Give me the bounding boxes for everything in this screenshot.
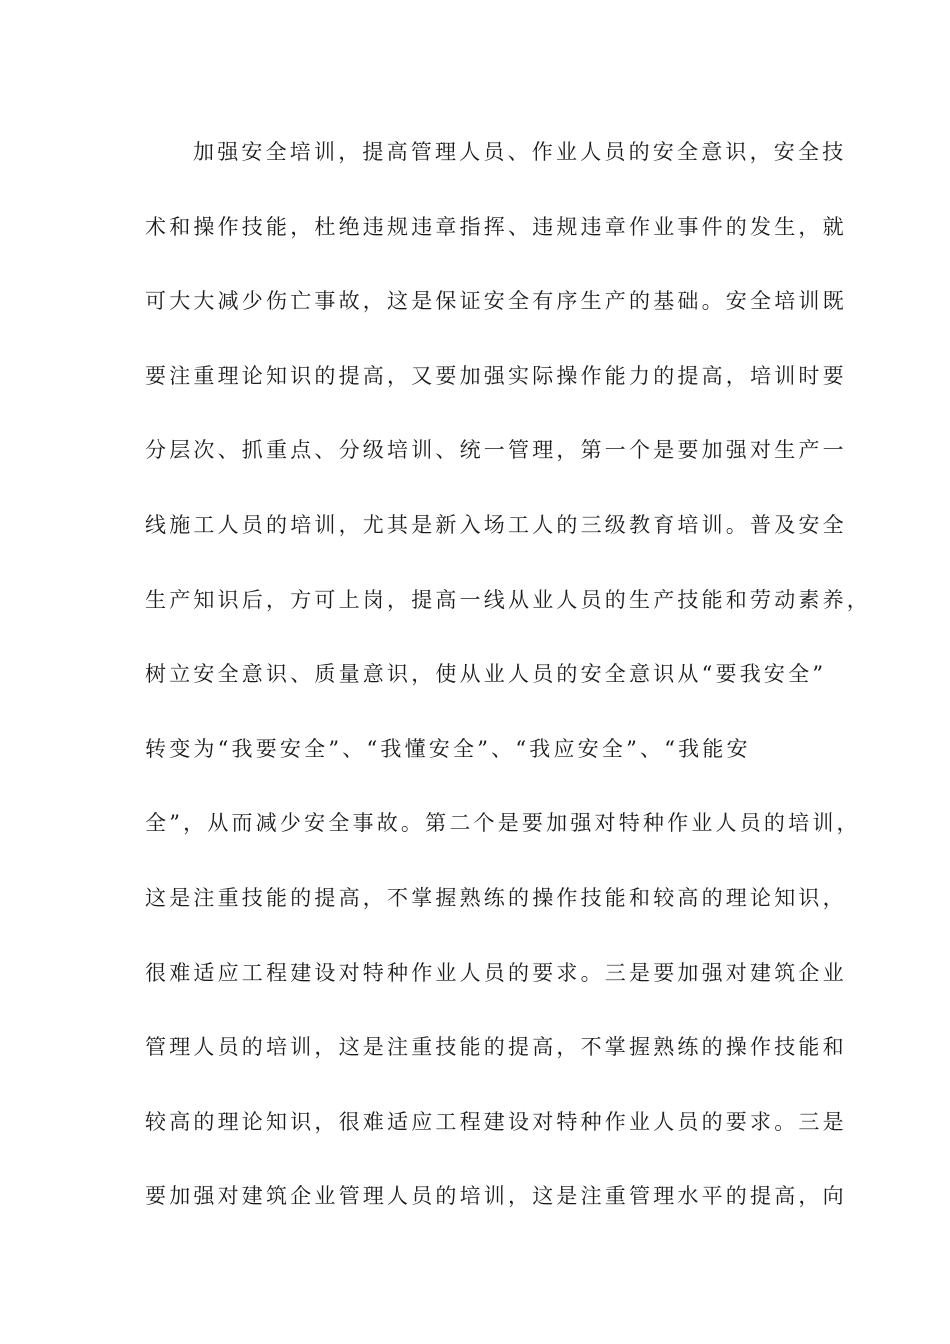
text-line: 加强安全培训，提高管理人员、作业人员的安全意识，安全技	[193, 140, 847, 164]
text-line: 术和操作技能，杜绝违规违章指挥、违规违章作业事件的发生，就	[145, 214, 847, 239]
text-line: 可大大减少伤亡事故，这是保证安全有序生产的基础。安全培训既	[145, 289, 847, 314]
text-line: 要注重理论知识的提高，又要加强实际操作能力的提高，培训时要	[145, 363, 847, 388]
text-line: 很难适应工程建设对特种作业人员的要求。三是要加强对建筑企业	[145, 960, 847, 985]
text-line: 较高的理论知识，很难适应工程建设对特种作业人员的要求。三是	[145, 1109, 847, 1134]
text-line: 要加强对建筑企业管理人员的培训，这是注重管理水平的提高，向	[145, 1184, 847, 1209]
text-line: 全”，从而减少安全事故。第二个是要加强对特种作业人员的培训，	[145, 811, 861, 836]
text-line: 线施工人员的培训，尤其是新入场工人的三级教育培训。普及安全	[145, 512, 847, 537]
text-line: 这是注重技能的提高，不掌握熟练的操作技能和较高的理论知识，	[145, 885, 847, 910]
text-line: 转变为“我要安全”、“我懂安全”、“我应安全”、“我能安	[145, 736, 751, 761]
text-line: 树立安全意识、质量意识，使从业人员的安全意识从“要我安全”	[145, 662, 827, 687]
text-line: 分层次、抓重点、分级培训、统一管理，第一个是要加强对生产一	[145, 438, 847, 463]
text-line: 管理人员的培训，这是注重技能的提高，不掌握熟练的操作技能和	[145, 1035, 847, 1060]
paragraph	[145, 131, 871, 1250]
text-line: 生产知识后，方可上岗，提高一线从业人员的生产技能和劳动素养，	[145, 587, 871, 612]
